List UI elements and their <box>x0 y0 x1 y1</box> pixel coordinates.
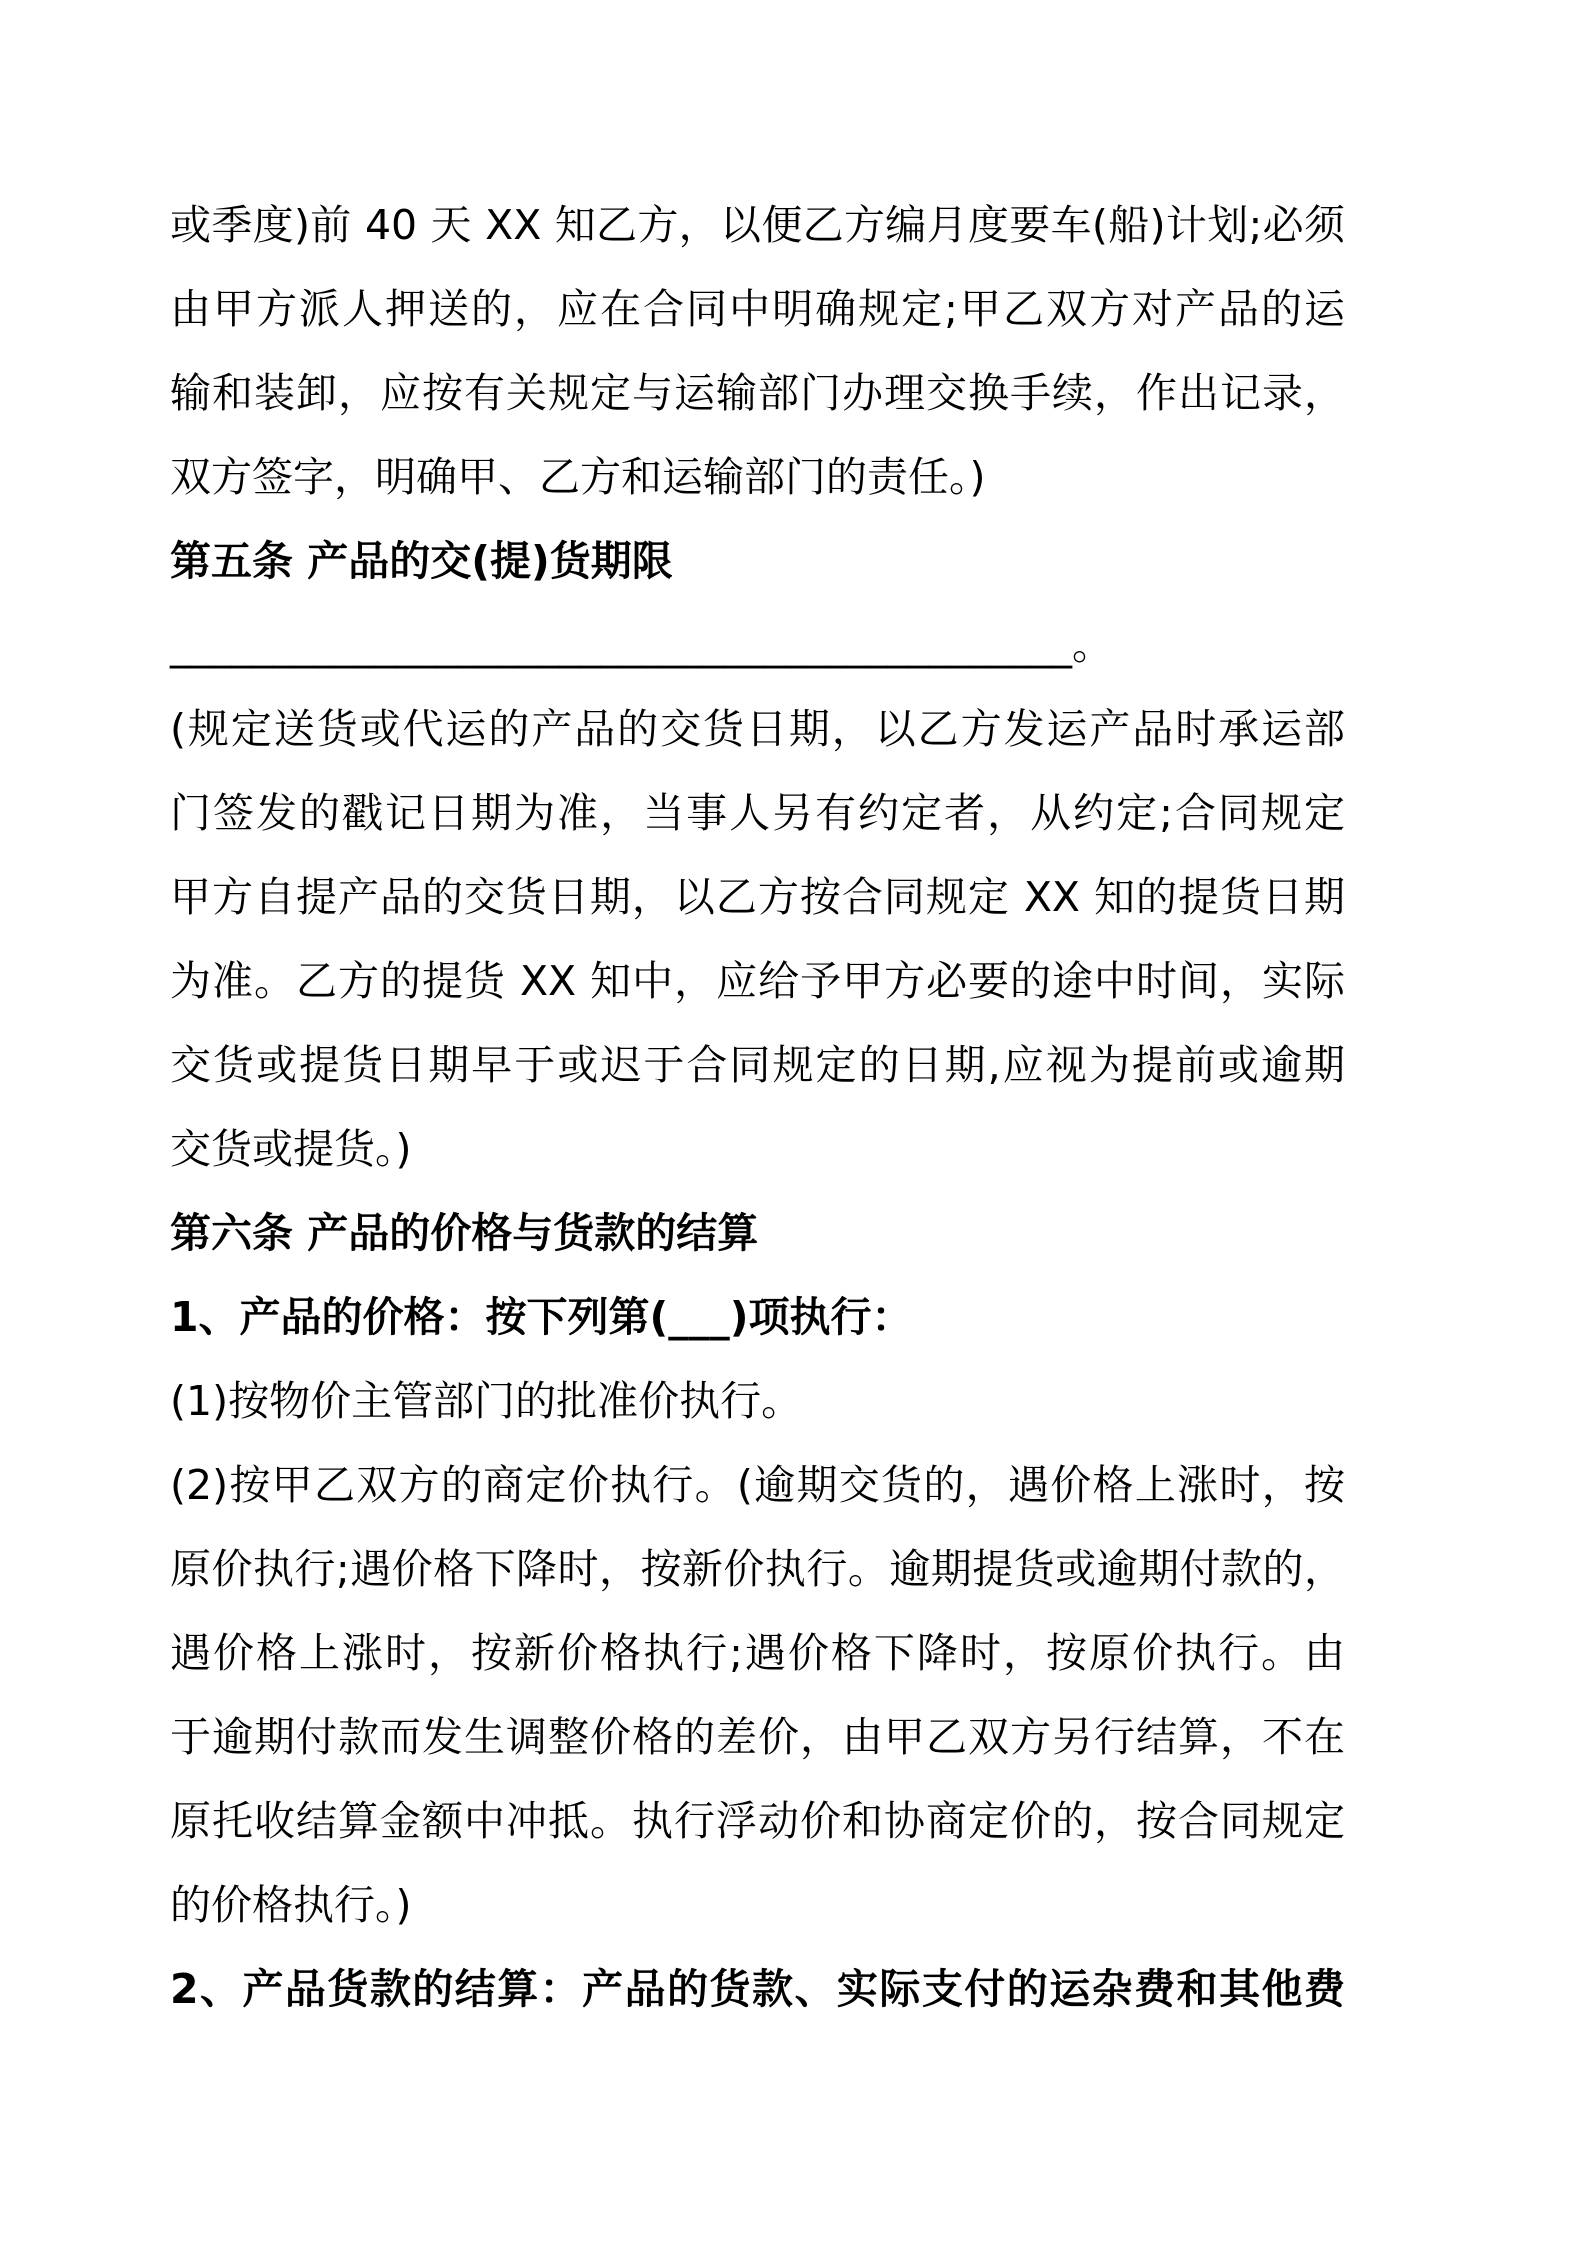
text-line: 为准。乙方的提货 XX 知中，应给予甲方必要的途中时间，实际 <box>170 957 1345 1005</box>
article-6-heading: 第六条 产品的价格与货款的结算 <box>170 1209 759 1257</box>
price-item-heading: 1、产品的价格：按下列第(___)项执行： <box>170 1293 913 1341</box>
text-line: 甲方自提产品的交货日期，以乙方按合同规定 XX 知的提货日期 <box>170 873 1345 921</box>
settlement-item-heading: 2、产品货款的结算：产品的货款、实际支付的运杂费和其他费 <box>170 1965 1345 2013</box>
text-line: 或季度)前 40 天 XX 知乙方，以便乙方编月度要车(船)计划;必须 <box>170 201 1345 249</box>
text-line: 原价执行;遇价格下降时，按新价执行。逾期提货或逾期付款的， <box>170 1545 1345 1593</box>
price-option-2-line: (2)按甲乙双方的商定价执行。(逾期交货的，遇价格上涨时，按 <box>170 1461 1345 1509</box>
text-line: 原托收结算金额中冲抵。执行浮动价和协商定价的，按合同规定 <box>170 1797 1345 1845</box>
text-line: 于逾期付款而发生调整价格的差价，由甲乙双方另行结算，不在 <box>170 1713 1345 1761</box>
price-option-1-line: (1)按物价主管部门的批准价执行。 <box>170 1377 803 1425</box>
text-line: 由甲方派人押送的，应在合同中明确规定;甲乙双方对产品的运 <box>170 285 1345 333</box>
text-line: 双方签字，明确甲、乙方和运输部门的责任。) <box>170 453 986 501</box>
article-5-heading: 第五条 产品的交(提)货期限 <box>170 537 673 585</box>
text-line: 遇价格上涨时，按新价格执行;遇价格下降时，按原价执行。由 <box>170 1629 1345 1677</box>
text-line: 输和装卸，应按有关规定与运输部门办理交换手续，作出记录， <box>170 369 1345 417</box>
text-line: 交货或提货。) <box>170 1125 412 1173</box>
contract-text-block <box>170 183 1345 2031</box>
text-line: 的价格执行。) <box>170 1881 412 1929</box>
text-line: (规定送货或代运的产品的交货日期，以乙方发运产品时承运部 <box>170 705 1345 753</box>
text-line: 门签发的戳记日期为准，当事人另有约定者，从约定;合同规定 <box>170 789 1345 837</box>
text-line: 交货或提货日期早于或迟于合同规定的日期,应视为提前或逾期 <box>170 1041 1345 1089</box>
blank-fill-line: ____________________________________________。 <box>170 621 1113 669</box>
